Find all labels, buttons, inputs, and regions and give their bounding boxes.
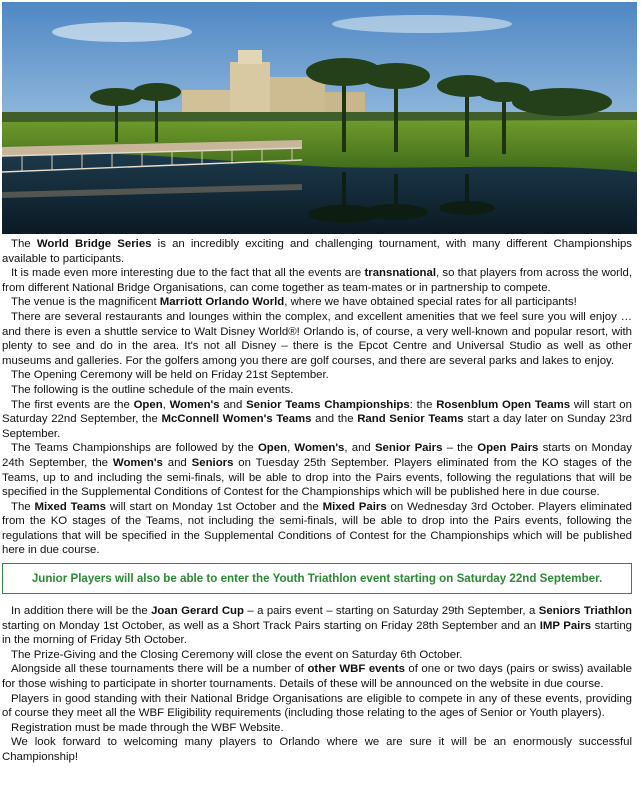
paragraph: [2, 237, 632, 266]
bold-text: Seniors Triathlon: [538, 605, 632, 618]
text-run: will start on Monday 1st October and the: [105, 500, 323, 513]
text-run: , so that players from across the world, from different National Bridge Organisations, can come together as team-mates or in partnership to compete.: [2, 267, 632, 294]
junior-players-callout: Junior Players will also be able to enter the Youth Triathlon event starting on Saturday 22nd September.: [2, 563, 632, 594]
text-run: The: [11, 238, 37, 250]
bold-text: McConnell Women's Teams: [161, 413, 312, 426]
paragraph-group-after: [2, 604, 632, 765]
paragraph: [2, 295, 632, 310]
text-run: on Wednesday 3rd October. Players eliminated from the KO stages of the Teams, not including the semi-finals, will be able to drop into the Pairs events, following the regulations that will be specified in the Supplemental Conditions of Contest for the Championships which will be published here in due course.: [2, 500, 632, 557]
bold-text: Women's: [294, 442, 345, 455]
text-run: , where we have obtained special rates for all participants!: [284, 296, 577, 309]
text-run: Alongside all these tournaments there will be a number of: [11, 663, 308, 676]
bold-text: Women's: [169, 398, 220, 411]
bold-text: Rand Senior Teams: [357, 413, 464, 426]
text-run: ,: [287, 442, 295, 455]
text-run: will start on Saturday 22nd September, the: [2, 398, 632, 426]
bold-text: World Bridge Series: [36, 238, 152, 250]
bold-text: Women's: [112, 456, 163, 469]
bold-text: transnational: [364, 267, 436, 280]
article-body: [2, 237, 632, 765]
text-run: The first events are the: [11, 398, 134, 411]
text-run: start a day later on Sunday 23rd September.: [2, 413, 633, 440]
text-run: – a pairs event – starting on Saturday 29th September, a: [243, 605, 539, 618]
text-run: and: [162, 456, 192, 469]
paragraph: [2, 310, 632, 368]
bold-text: Mixed Pairs: [322, 500, 387, 513]
text-run: The Opening Ceremony will be held on Friday 21st September.: [11, 369, 329, 382]
text-run: The Teams Championships are followed by the: [11, 442, 258, 455]
text-run: In addition there will be the: [11, 605, 152, 618]
bold-text: Senior Pairs: [374, 442, 443, 455]
text-run: Players in good standing with their National Bridge Organisations are eligible to compete in any of these events, providing of course they meet all the WBF Eligibility requirements (including those relating to the ages of Senior or Youth players).: [2, 692, 632, 720]
text-run: It is made even more interesting due to the fact that all the events are: [11, 267, 365, 280]
text-run: The: [11, 500, 35, 513]
paragraph: [2, 500, 632, 558]
text-run: starting in the morning of Friday 5th October.: [2, 619, 632, 647]
paragraph: [2, 368, 632, 383]
paragraph: [2, 441, 632, 499]
text-run: ,: [162, 398, 170, 411]
bold-text: Joan Gerard Cup: [151, 605, 244, 618]
bold-text: Marriott Orlando World: [159, 296, 285, 309]
bold-text: Rosenblum Open Teams: [436, 398, 571, 411]
text-run: , and: [344, 442, 375, 455]
text-run: and: [219, 398, 247, 411]
paragraph: [2, 662, 632, 691]
bold-text: Open: [257, 442, 288, 455]
bold-text: Mixed Teams: [34, 500, 106, 513]
text-run: We look forward to welcoming many players to Orlando where we are sure it will be an enormously successful Championship!: [2, 736, 632, 763]
text-run: Registration must be made through the WBF Website.: [11, 721, 284, 734]
text-run: is an incredibly exciting and challenging tournament, with many different Championships available to participants.: [2, 238, 632, 265]
bold-text: Open: [133, 398, 163, 411]
paragraph: [2, 398, 632, 442]
text-run: starting on Monday 1st October, as well as a Short Track Pairs starting on Friday 28th September and an: [2, 619, 540, 632]
text-run: The following is the outline schedule of the main events.: [11, 383, 294, 396]
text-run: : the: [409, 398, 437, 411]
text-run: The Prize-Giving and the Closing Ceremony will close the event on Saturday 6th October.: [11, 648, 463, 661]
text-run: The venue is the magnificent: [11, 296, 160, 309]
bold-text: IMP Pairs: [539, 619, 592, 632]
paragraph: [2, 721, 632, 736]
paragraph: [2, 604, 632, 648]
paragraph: [2, 692, 632, 721]
text-run: starts on Monday 24th September, the: [2, 442, 633, 469]
text-run: – the: [442, 442, 478, 455]
text-run: on Tuesday 25th September. Players eliminated from the KO stages of the Teams, up to and including the semi-finals, will be able to drop into the Pairs events, following the regulations that will be specified in the Supplemental Conditions of Contest for the Championships which will be published here in due course.: [2, 456, 632, 499]
resort-photo-icon: [2, 2, 637, 234]
text-run: and the: [311, 413, 358, 426]
text-run: of one or two days (pairs or swiss) available for those wishing to participate in shorter tournaments. Details of these will be announced on the website in due course.: [2, 663, 632, 691]
paragraph: [2, 735, 632, 764]
paragraph: [2, 648, 632, 663]
text-run: There are several restaurants and lounges within the complex, and excellent amenities that we feel sure you will enjoy … and there is even a shuttle service to Walt Disney World®! Orlando is, of course, a very well-known and popular resort, with plenty to see and do in the area. It's not all Disney – there is the Epcot Centre and Universal Studio as well as other museums and galleries. For the golfers among you there are golf courses, and there are several parks and lakes to enjoy.: [2, 310, 632, 367]
paragraph: [2, 383, 632, 398]
bold-text: other WBF events: [307, 663, 405, 676]
golf-resort-photo: [2, 2, 637, 234]
paragraph-group-before: [2, 237, 632, 558]
paragraph: [2, 266, 632, 295]
bold-text: Open Pairs: [477, 442, 539, 455]
bold-text: Senior Teams Championships: [246, 398, 410, 411]
bold-text: Seniors: [191, 456, 234, 469]
